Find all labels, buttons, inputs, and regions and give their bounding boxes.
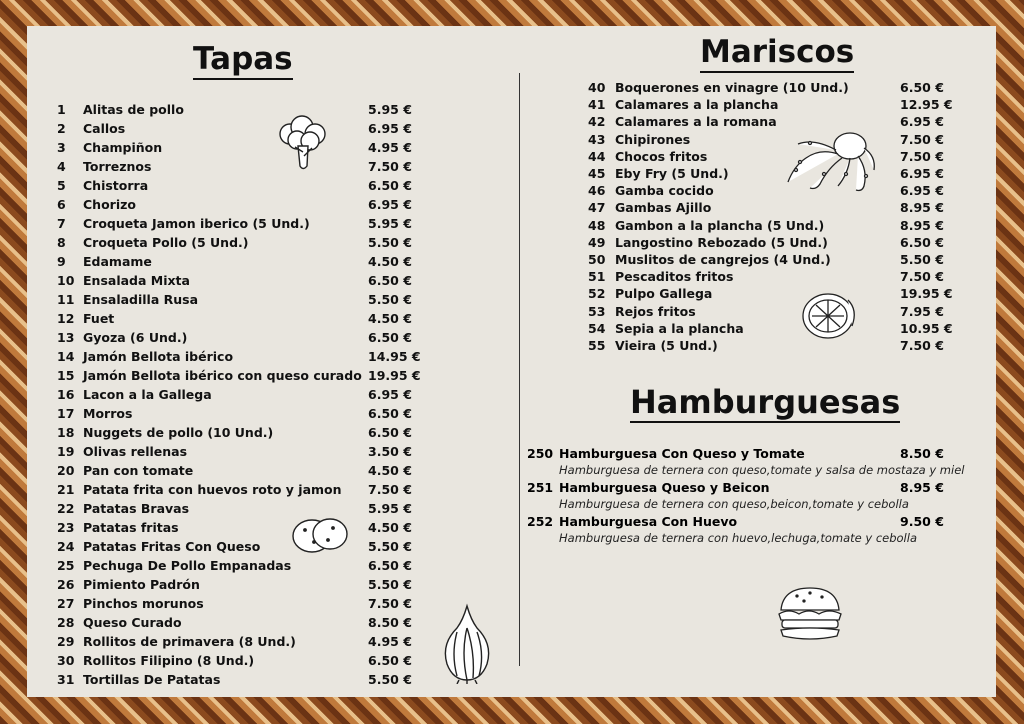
item-number: 18 xyxy=(57,425,75,440)
item-price: 9.50 € xyxy=(900,514,944,529)
menu-item xyxy=(57,404,427,423)
item-price: 6.50 € xyxy=(368,178,412,193)
item-number: 251 xyxy=(527,480,554,495)
item-name: Torreznos xyxy=(83,159,152,174)
item-name: Patatas Bravas xyxy=(83,501,190,516)
item-name: Rollitos Filipino (8 Und.) xyxy=(83,653,255,668)
menu-item xyxy=(588,131,968,148)
item-price: 6.95 € xyxy=(900,183,944,199)
item-name: Calamares a la romana xyxy=(615,114,777,130)
item-number: 10 xyxy=(57,273,75,288)
item-name: Gambon a la plancha (5 Und.) xyxy=(615,217,825,233)
item-number: 19 xyxy=(57,444,75,459)
item-name: Callos xyxy=(83,121,126,136)
menu-item xyxy=(57,233,427,252)
menu-item xyxy=(57,100,427,119)
item-name: Pechuga De Pollo Empanadas xyxy=(83,558,292,573)
item-price: 6.95 € xyxy=(900,166,944,181)
item-description: Hamburguesa de ternera con queso,beicon,tomate y cebolla xyxy=(559,497,909,511)
item-price: 5.50 € xyxy=(368,577,412,592)
item-price: 19.95 € xyxy=(368,368,421,383)
item-number: 11 xyxy=(57,292,75,307)
tapas-title: Tapas xyxy=(193,44,293,80)
item-price: 6.50 € xyxy=(368,425,412,440)
item-number: 53 xyxy=(588,303,606,319)
mariscos-list xyxy=(588,79,968,379)
menu-item xyxy=(57,670,427,689)
item-number: 29 xyxy=(57,634,75,649)
menu-item xyxy=(57,480,427,499)
item-number: 41 xyxy=(588,97,606,113)
item-name: Calamares a la plancha xyxy=(615,97,779,113)
item-name: Eby Fry (5 Und.) xyxy=(615,166,729,181)
item-name: Gambas Ajillo xyxy=(615,200,712,216)
item-number: 27 xyxy=(57,596,75,611)
item-number: 4 xyxy=(57,159,66,174)
item-number: 8 xyxy=(57,235,66,250)
item-price: 7.50 € xyxy=(900,131,944,147)
item-price: 4.50 € xyxy=(368,254,412,269)
item-number: 46 xyxy=(588,183,606,199)
menu-item xyxy=(57,499,427,518)
item-name: Nuggets de pollo (10 Und.) xyxy=(83,425,274,440)
item-name: Pinchos morunos xyxy=(83,596,204,611)
octopus-icon xyxy=(780,128,880,194)
item-number: 23 xyxy=(57,520,75,535)
item-price: 8.95 € xyxy=(900,480,944,495)
item-name: Ensaladilla Rusa xyxy=(83,292,199,307)
item-price: 4.50 € xyxy=(368,520,412,535)
menu-item xyxy=(57,651,427,670)
item-name: Fuet xyxy=(83,311,115,326)
item-price: 7.95 € xyxy=(900,303,944,319)
item-price: 6.50 € xyxy=(368,273,412,288)
item-name: Rollitos de primavera (8 Und.) xyxy=(83,634,296,649)
item-number: 7 xyxy=(57,216,66,231)
item-number: 30 xyxy=(57,653,75,668)
item-name: Lacon a la Gallega xyxy=(83,387,212,402)
item-name: Rejos fritos xyxy=(615,303,696,319)
item-number: 45 xyxy=(588,166,606,181)
item-price: 7.50 € xyxy=(368,159,412,174)
item-name: Hamburguesa Con Queso y Tomate xyxy=(559,446,805,461)
item-name: Morros xyxy=(83,406,133,421)
tapas-list xyxy=(57,100,427,700)
item-name: Hamburguesa Queso y Beicon xyxy=(559,480,770,495)
item-price: 3.50 € xyxy=(368,444,412,459)
item-price: 6.50 € xyxy=(368,330,412,345)
item-price: 4.50 € xyxy=(368,463,412,478)
item-number: 252 xyxy=(527,514,554,529)
item-price: 8.50 € xyxy=(368,615,412,630)
menu-item xyxy=(588,165,968,182)
menu-item xyxy=(588,113,968,130)
menu-item xyxy=(57,537,427,556)
item-name: Gamba cocido xyxy=(615,183,714,199)
menu-item xyxy=(57,556,427,575)
item-price: 6.95 € xyxy=(368,121,412,136)
menu-item xyxy=(588,148,968,165)
item-price: 5.50 € xyxy=(900,252,944,267)
item-price: 6.95 € xyxy=(900,114,944,130)
item-name: Croqueta Pollo (5 Und.) xyxy=(83,235,249,250)
potato-icon xyxy=(290,512,350,558)
item-number: 44 xyxy=(588,148,606,164)
menu-item xyxy=(588,217,968,234)
item-price: 5.95 € xyxy=(368,501,412,516)
menu-item xyxy=(57,328,427,347)
item-name: Sepia a la plancha xyxy=(615,320,744,336)
menu-item xyxy=(57,157,427,176)
column-divider xyxy=(519,73,520,666)
burger-item xyxy=(527,446,987,480)
menu-item xyxy=(57,290,427,309)
menu-item xyxy=(57,252,427,271)
item-number: 55 xyxy=(588,338,606,353)
item-number: 13 xyxy=(57,330,75,345)
item-price: 6.50 € xyxy=(368,653,412,668)
item-price: 5.50 € xyxy=(368,672,412,687)
hamburguesas-list xyxy=(527,446,987,548)
item-price: 6.50 € xyxy=(900,234,944,250)
item-price: 4.95 € xyxy=(368,634,412,649)
item-number: 52 xyxy=(588,286,606,302)
item-number: 5 xyxy=(57,178,66,193)
item-number: 15 xyxy=(57,368,75,383)
item-price: 5.50 € xyxy=(368,292,412,307)
item-name: Alitas de pollo xyxy=(83,102,184,117)
menu-item xyxy=(57,176,427,195)
item-description: Hamburguesa de ternera con huevo,lechuga,tomate y cebolla xyxy=(559,531,917,545)
menu-item xyxy=(588,251,968,268)
item-name: Jamón Bellota ibérico xyxy=(83,349,234,364)
menu-item xyxy=(57,366,427,385)
item-name: Pimiento Padrón xyxy=(83,577,200,592)
lemon-slice-icon xyxy=(800,290,860,342)
menu-item xyxy=(588,79,968,96)
item-number: 47 xyxy=(588,200,606,216)
menu-item xyxy=(588,182,968,199)
item-number: 6 xyxy=(57,197,66,212)
burger-item xyxy=(527,480,987,514)
menu-item xyxy=(57,575,427,594)
menu-item xyxy=(57,385,427,404)
item-number: 42 xyxy=(588,114,606,130)
item-price: 19.95 € xyxy=(900,286,953,302)
item-price: 5.50 € xyxy=(368,539,412,554)
item-number: 26 xyxy=(57,577,75,592)
item-number: 17 xyxy=(57,406,75,421)
item-price: 7.50 € xyxy=(900,269,944,285)
item-name: Ensalada Mixta xyxy=(83,273,190,288)
item-name: Patatas fritas xyxy=(83,520,179,535)
item-price: 6.50 € xyxy=(368,406,412,421)
menu-item xyxy=(57,309,427,328)
menu-item xyxy=(57,119,427,138)
item-number: 250 xyxy=(527,446,554,461)
item-number: 49 xyxy=(588,234,606,250)
item-number: 9 xyxy=(57,254,66,269)
item-name: Pan con tomate xyxy=(83,463,194,478)
item-name: Chorizo xyxy=(83,197,136,212)
menu-item xyxy=(588,199,968,216)
menu-item xyxy=(588,320,968,337)
item-name: Queso Curado xyxy=(83,615,182,630)
item-name: Chocos fritos xyxy=(615,148,708,164)
item-name: Jamón Bellota ibérico con queso curado xyxy=(83,368,362,383)
item-price: 10.95 € xyxy=(900,320,953,336)
menu-item xyxy=(57,423,427,442)
item-number: 14 xyxy=(57,349,75,364)
item-number: 1 xyxy=(57,102,66,117)
item-price: 12.95 € xyxy=(900,97,953,113)
menu-item xyxy=(57,214,427,233)
item-number: 54 xyxy=(588,320,606,336)
menu-item xyxy=(588,285,968,302)
item-number: 28 xyxy=(57,615,75,630)
broccoli-icon xyxy=(272,114,334,176)
item-price: 7.50 € xyxy=(900,148,944,164)
item-number: 12 xyxy=(57,311,75,326)
item-number: 24 xyxy=(57,539,75,554)
item-price: 4.50 € xyxy=(368,311,412,326)
mariscos-title: Mariscos xyxy=(700,37,854,73)
item-price: 6.50 € xyxy=(368,558,412,573)
item-name: Langostino Rebozado (5 Und.) xyxy=(615,234,828,250)
item-description: Hamburguesa de ternera con queso,tomate y salsa de mostaza y miel xyxy=(559,463,965,477)
item-number: 20 xyxy=(57,463,75,478)
item-name: Chipirones xyxy=(615,131,691,147)
item-number: 40 xyxy=(588,80,606,95)
menu-item xyxy=(57,632,427,651)
item-price: 6.95 € xyxy=(368,387,412,402)
item-name: Patata frita con huevos roto y jamon xyxy=(83,482,342,497)
item-number: 48 xyxy=(588,217,606,233)
item-price: 7.50 € xyxy=(900,338,944,353)
menu-item xyxy=(57,518,427,537)
item-price: 8.95 € xyxy=(900,200,944,216)
menu-item xyxy=(588,268,968,285)
item-price: 7.50 € xyxy=(368,596,412,611)
item-price: 5.50 € xyxy=(368,235,412,250)
item-name: Chistorra xyxy=(83,178,149,193)
item-price: 14.95 € xyxy=(368,349,421,364)
item-name: Patatas Fritas Con Queso xyxy=(83,539,261,554)
item-name: Croqueta Jamon iberico (5 Und.) xyxy=(83,216,310,231)
item-price: 6.50 € xyxy=(900,80,944,95)
item-number: 25 xyxy=(57,558,75,573)
garlic-icon xyxy=(437,602,497,684)
item-name: Tortillas De Patatas xyxy=(83,672,221,687)
item-price: 7.50 € xyxy=(368,482,412,497)
item-number: 22 xyxy=(57,501,75,516)
menu-item xyxy=(57,442,427,461)
item-number: 43 xyxy=(588,131,606,147)
menu-item xyxy=(588,337,968,354)
item-name: Vieira (5 Und.) xyxy=(615,338,718,353)
item-number: 31 xyxy=(57,672,75,687)
item-price: 8.95 € xyxy=(900,217,944,233)
item-number: 3 xyxy=(57,140,66,155)
item-name: Hamburguesa Con Huevo xyxy=(559,514,738,529)
item-number: 50 xyxy=(588,252,606,267)
menu-item xyxy=(57,461,427,480)
item-name: Boquerones en vinagre (10 Und.) xyxy=(615,80,849,95)
menu-item xyxy=(57,613,427,632)
item-number: 16 xyxy=(57,387,75,402)
item-price: 5.95 € xyxy=(368,102,412,117)
burger-icon xyxy=(777,584,843,644)
item-name: Pulpo Gallega xyxy=(615,286,713,302)
item-price: 8.50 € xyxy=(900,446,944,461)
menu-item xyxy=(588,234,968,251)
menu-item xyxy=(57,138,427,157)
menu-item xyxy=(588,303,968,320)
menu-item xyxy=(588,96,968,113)
item-price: 5.95 € xyxy=(368,216,412,231)
hamburguesas-title: Hamburguesas xyxy=(630,383,901,421)
item-number: 2 xyxy=(57,121,66,136)
item-price: 6.95 € xyxy=(368,197,412,212)
item-name: Gyoza (6 Und.) xyxy=(83,330,188,345)
menu-item xyxy=(57,271,427,290)
menu-item xyxy=(57,594,427,613)
menu-item xyxy=(57,195,427,214)
burger-item xyxy=(527,514,987,548)
item-number: 51 xyxy=(588,269,606,285)
item-name: Champiñon xyxy=(83,140,163,155)
item-name: Edamame xyxy=(83,254,152,269)
item-name: Pescaditos fritos xyxy=(615,269,734,285)
item-price: 4.95 € xyxy=(368,140,412,155)
menu-item xyxy=(57,347,427,366)
item-name: Olivas rellenas xyxy=(83,444,188,459)
item-number: 21 xyxy=(57,482,75,497)
item-name: Muslitos de cangrejos (4 Und.) xyxy=(615,252,831,267)
